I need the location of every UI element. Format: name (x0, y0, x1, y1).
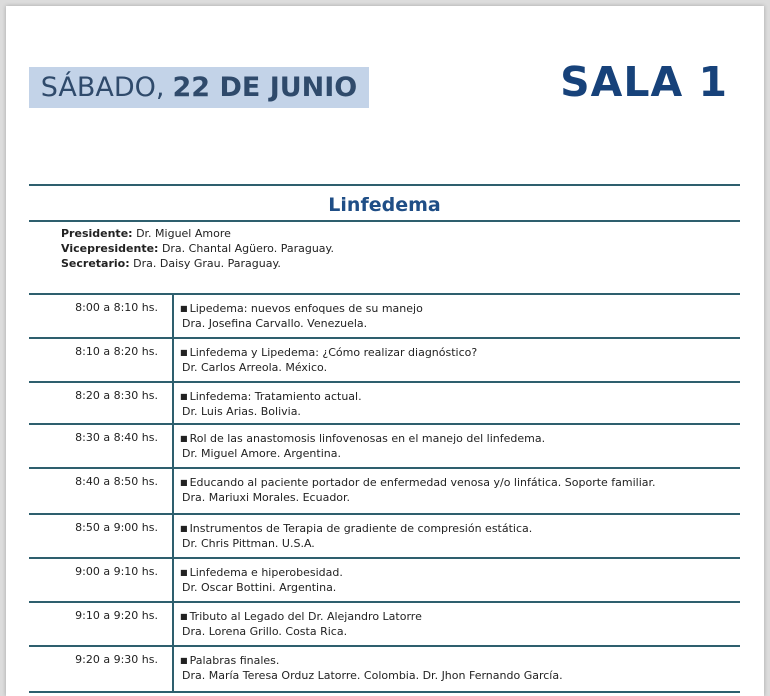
schedule-topic-line (180, 431, 545, 446)
bullet-icon: ■ (180, 434, 188, 443)
schedule-topic: Rol de las anastomosis linfovenosas en el manejo del linfedema. (189, 432, 546, 445)
day-label: SÁBADO, (40, 72, 165, 103)
schedule-content (174, 603, 422, 645)
bullet-icon: ■ (180, 524, 188, 533)
schedule-content (174, 383, 362, 423)
schedule-row (29, 339, 740, 383)
bullet-icon: ■ (180, 392, 188, 401)
schedule-time: 9:20 a 9:30 hs. (29, 647, 174, 691)
date-banner (29, 67, 369, 108)
schedule-topic: Linfedema y Lipedema: ¿Cómo realizar diagnóstico? (189, 346, 478, 359)
schedule-row (29, 647, 740, 693)
section-title: Linfedema (328, 194, 441, 216)
schedule-row (29, 559, 740, 603)
committee-president: Presidente: Dr. Miguel Amore (61, 227, 231, 240)
schedule-content (174, 515, 532, 557)
bullet-icon: ■ (180, 568, 188, 577)
schedule-time: 9:00 a 9:10 hs. (29, 559, 174, 601)
schedule-time: 9:10 a 9:20 hs. (29, 603, 174, 645)
schedule-topic-line (180, 345, 477, 360)
schedule-table (29, 293, 740, 693)
schedule-speaker: Dr. Chris Pittman. U.S.A. (182, 537, 315, 550)
schedule-row (29, 293, 740, 339)
schedule-row (29, 515, 740, 559)
schedule-content (174, 647, 563, 691)
schedule-topic-line (180, 653, 563, 668)
schedule-topic: Tributo al Legado del Dr. Alejandro Latorre (189, 610, 422, 623)
schedule-topic-line (180, 521, 532, 536)
schedule-row (29, 603, 740, 647)
schedule-time: 8:30 a 8:40 hs. (29, 425, 174, 467)
schedule-content (174, 295, 423, 337)
schedule-speaker: Dr. Luis Arias. Bolivia. (182, 405, 301, 418)
schedule-content (174, 339, 477, 381)
schedule-time: 8:20 a 8:30 hs. (29, 383, 174, 423)
schedule-time: 8:50 a 9:00 hs. (29, 515, 174, 557)
bullet-icon: ■ (180, 304, 188, 313)
schedule-speaker: Dra. Lorena Grillo. Costa Rica. (182, 625, 348, 638)
schedule-time: 8:00 a 8:10 hs. (29, 295, 174, 337)
schedule-speaker: Dra. María Teresa Orduz Latorre. Colombia. Dr. Jhon Fernando García. (182, 669, 563, 682)
date-label: 22 DE JUNIO (172, 72, 358, 103)
schedule-topic-line (180, 301, 423, 316)
program-page (6, 6, 764, 696)
schedule-topic-line (180, 389, 362, 404)
schedule-row (29, 469, 740, 515)
schedule-content (174, 559, 343, 601)
schedule-row (29, 425, 740, 469)
room-title: SALA 1 (560, 58, 728, 106)
schedule-topic-line (180, 475, 656, 490)
committee-vicepresident: Vicepresidente: Dra. Chantal Agüero. Paraguay. (61, 242, 334, 255)
schedule-speaker: Dra. Mariuxi Morales. Ecuador. (182, 491, 351, 504)
schedule-topic: Linfedema: Tratamiento actual. (189, 390, 362, 403)
committee-block (61, 226, 334, 271)
bullet-icon: ■ (180, 656, 188, 665)
schedule-topic: Educando al paciente portador de enfermedad venosa y/o linfática. Soporte familiar. (189, 476, 656, 489)
schedule-content (174, 425, 545, 467)
schedule-speaker: Dra. Josefina Carvallo. Venezuela. (182, 317, 368, 330)
schedule-topic: Palabras finales. (189, 654, 280, 667)
schedule-topic: Instrumentos de Terapia de gradiente de compresión estática. (189, 522, 533, 535)
title-divider (29, 220, 740, 222)
bullet-icon: ■ (180, 478, 188, 487)
schedule-speaker: Dr. Miguel Amore. Argentina. (182, 447, 341, 460)
schedule-speaker: Dr. Carlos Arreola. México. (182, 361, 328, 374)
schedule-time: 8:10 a 8:20 hs. (29, 339, 174, 381)
bullet-icon: ■ (180, 612, 188, 621)
schedule-topic-line (180, 565, 343, 580)
committee-secretary: Secretario: Dra. Daisy Grau. Paraguay. (61, 257, 281, 270)
schedule-content (174, 469, 656, 513)
bullet-icon: ■ (180, 348, 188, 357)
schedule-topic: Linfedema e hiperobesidad. (189, 566, 343, 579)
schedule-topic-line (180, 609, 422, 624)
top-divider (29, 184, 740, 186)
schedule-speaker: Dr. Oscar Bottini. Argentina. (182, 581, 337, 594)
schedule-row (29, 383, 740, 425)
schedule-time: 8:40 a 8:50 hs. (29, 469, 174, 513)
schedule-topic: Lipedema: nuevos enfoques de su manejo (189, 302, 423, 315)
